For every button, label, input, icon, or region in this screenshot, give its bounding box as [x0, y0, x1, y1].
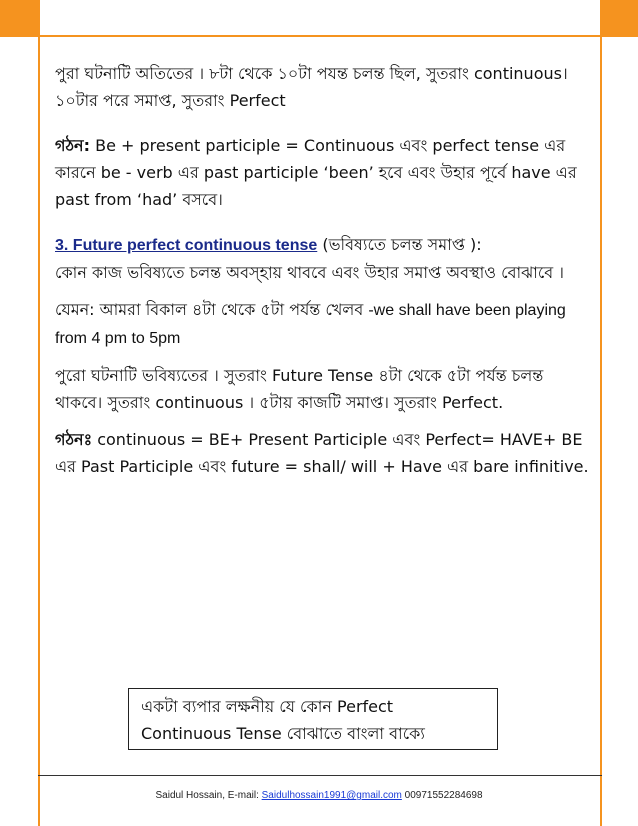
note-box-text: একটা ব্যপার লক্ষনীয় যে কোন Perfect Continuous Tense বোঝাতে বাংলা বাক্যে: [141, 697, 425, 743]
footer-divider: [38, 775, 602, 776]
header-band-middle: [38, 0, 601, 36]
header-band-right: [601, 0, 638, 36]
structure-label-2: গঠনঃ: [55, 430, 93, 449]
structure-text-2: continuous = BE+ Present Participle এবং Perfect= HAVE+ BE এর Past Participle এবং future = shall/ will + Have এর bare infinitive.: [55, 430, 589, 476]
paragraph-explanation-2: পুরো ঘটনাটি ভবিষ্যতের । সুতরাং Future Tense ৪টা থেকে ৫টা পর্যন্ত চলন্ত থাকবে। সুতরাং continuous । ৫টায় কাজটি সমাপ্ত। সুতরাং Perfect.: [55, 366, 544, 412]
footer-phone: 00971552284698: [401, 790, 483, 801]
paragraph-example: [55, 296, 595, 352]
note-box: [128, 688, 498, 750]
structure-text: Be + present participle = Continuous এবং perfect tense এর কারনে be - verb এর past participle ‘been’ হবে এবং উহার পূর্বে have এর past from ‘had’ বসবে।: [55, 136, 577, 209]
footer-email-link[interactable]: Saidulhossain1991@gmail.com: [261, 790, 402, 801]
footer-name: Saidul Hossain, E-mail:: [155, 790, 262, 801]
header-band-left: [0, 0, 38, 36]
example-english: -we shall have been playing from 4 pm to 5pm: [55, 302, 566, 347]
paragraph-explanation-1: পুরা ঘটনাটি অতিতের । ৮টা থেকে ১০টা পযন্ত চলন্ত ছিল, সুতরাং continuous। ১০টার পরে সমাপ্ত, সুতরাং Perfect: [55, 64, 568, 110]
header-border: [0, 35, 638, 37]
section-heading: [55, 231, 595, 259]
section-title: 3. Future perfect continuous tense: [55, 237, 318, 254]
paragraph-structure-2: [55, 426, 595, 480]
footer: [0, 790, 638, 801]
structure-label: গঠন:: [55, 136, 90, 155]
left-border: [38, 0, 40, 826]
page-content: [55, 60, 595, 480]
section-subtitle: (ভবিষ্যতে চলন্ত সমাপ্ত ):: [317, 235, 482, 254]
paragraph-definition: কোন কাজ ভবিষ্যতে চলন্ত অবস্হায় থাববে এবং উহার সমাপ্ত অবস্থাও বোঝাবে ।: [55, 263, 565, 282]
example-bangla: যেমন: আমরা বিকাল ৪টা থেকে ৫টা পর্যন্ত খেলব: [55, 300, 369, 319]
right-border: [600, 0, 602, 826]
paragraph-structure-1: [55, 132, 595, 213]
